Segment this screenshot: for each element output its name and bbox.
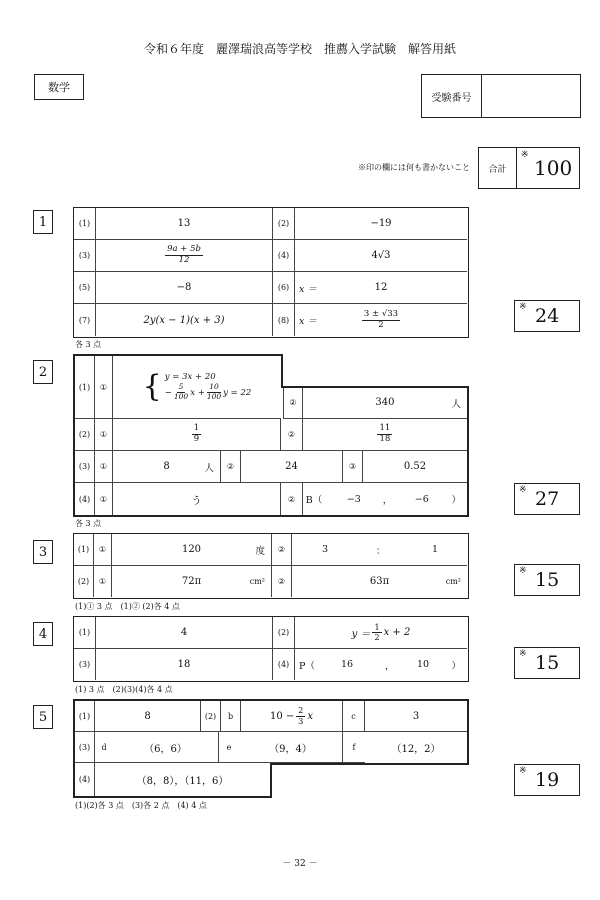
q2-answer-2-2 bbox=[303, 419, 467, 451]
q2-score: 27 bbox=[535, 488, 560, 510]
q5-border-right-lower bbox=[270, 763, 272, 798]
q4-answer-2 bbox=[295, 617, 467, 649]
q3-sub-1-2: ② bbox=[272, 534, 292, 566]
q1-number: 1 bbox=[33, 210, 53, 234]
q4-answer-4-x: 16 bbox=[341, 659, 354, 670]
q2-answer-2-2-den: 18 bbox=[379, 434, 391, 444]
q3-answer-1-2-cell bbox=[292, 534, 467, 566]
q2-score-box bbox=[514, 483, 580, 515]
q4-score: 15 bbox=[535, 652, 560, 674]
q4-answer-4-letter: P（ bbox=[299, 660, 315, 672]
q4-answer-4-close: ） bbox=[451, 660, 461, 672]
q5-answer-1: 8 bbox=[95, 701, 201, 732]
q2-sub-3-1: ① bbox=[95, 451, 113, 483]
q3-unit-2-2: cm² bbox=[445, 577, 461, 586]
q2-answer-1-2-cell bbox=[303, 388, 467, 419]
total-score-box bbox=[478, 147, 580, 189]
q4-score-asterisk: ※ bbox=[519, 649, 527, 659]
do-not-write-note: ※印の欄には何も書かないこと bbox=[358, 163, 470, 172]
q4-answer-4-cell bbox=[295, 649, 467, 680]
q4-points-note: (1) 3 点 (2)(3)(4)各 4 点 bbox=[75, 685, 173, 694]
q2-sub-4-2: ② bbox=[281, 483, 303, 515]
q2-answer-2-1 bbox=[113, 419, 281, 451]
exam-number-field[interactable] bbox=[482, 75, 580, 117]
q5-b-pre: 10 − bbox=[269, 710, 295, 722]
q2-eq1: y = 3x + 20 bbox=[164, 372, 216, 383]
q5-e-answer: （9，4） bbox=[239, 732, 343, 763]
q5-number: 5 bbox=[33, 705, 53, 729]
q2-label-2: (2) bbox=[75, 419, 95, 451]
q3-answer-2-2: 63π bbox=[369, 576, 390, 587]
q3-answer-1-2-right: 1 bbox=[432, 544, 439, 555]
q5-score-box bbox=[514, 764, 580, 796]
q2-label-1: (1) bbox=[75, 356, 95, 419]
q5-label-3: (3) bbox=[75, 732, 95, 763]
q5-b-post: x bbox=[307, 710, 314, 722]
q4-label-1: (1) bbox=[74, 617, 96, 649]
q2-sub-1-2: ② bbox=[283, 388, 303, 419]
q5-table bbox=[73, 699, 469, 798]
q2-answer-2-2-num: 11 bbox=[379, 423, 391, 434]
q3-unit-1-1: 度 bbox=[255, 545, 265, 557]
q2-unit-1-2: 人 bbox=[451, 398, 461, 410]
q2-answer-3-1: 8 bbox=[163, 461, 170, 472]
exam-number-label: 受験番号 bbox=[422, 75, 482, 117]
q1-label-4: (4) bbox=[273, 240, 295, 272]
q2-sub-1-1: ① bbox=[95, 356, 113, 419]
q2-label-4: (4) bbox=[75, 483, 95, 515]
q5-border-right bbox=[467, 699, 469, 765]
q3-answer-1-1-cell bbox=[112, 534, 272, 566]
q2-label-3: (3) bbox=[75, 451, 95, 483]
q2-answer-4-1: う bbox=[113, 483, 281, 515]
q2-answer-4-2-y: −6 bbox=[414, 493, 429, 505]
exam-number-box bbox=[421, 74, 581, 118]
q1-answer-3-num: 9a + 5b bbox=[167, 244, 201, 255]
q5-b-num: 2 bbox=[298, 706, 304, 716]
q3-answer-1-2-left: 3 bbox=[322, 544, 329, 555]
q1-label-6: (6) bbox=[273, 272, 295, 304]
q2-sub-3-3: ③ bbox=[343, 451, 363, 483]
sheet-title: 令和６年度 麗澤瑞浪高等学校 推薦入学試験 解答用紙 bbox=[143, 42, 456, 56]
page-number: － 32 － bbox=[282, 859, 318, 869]
q1-label-8: (8) bbox=[273, 304, 295, 336]
q2-score-asterisk: ※ bbox=[519, 485, 527, 495]
q5-score-asterisk: ※ bbox=[519, 766, 527, 776]
q5-points-note: (1)(2)各 3 点 (3)各 2 点 (4) 4 点 bbox=[75, 801, 207, 810]
q2-border-bottom bbox=[73, 515, 469, 517]
q2-table bbox=[73, 354, 469, 517]
q4-answer-3: 18 bbox=[96, 649, 273, 680]
q4-label-4: (4) bbox=[273, 649, 295, 680]
q2-eq2-a-den: 100 bbox=[173, 392, 189, 401]
q3-number: 3 bbox=[33, 540, 53, 564]
q1-score-box bbox=[514, 300, 580, 332]
q4-label-2: (2) bbox=[273, 617, 295, 649]
q5-e-label: e bbox=[219, 732, 239, 763]
q1-answer-6: 12 bbox=[374, 282, 388, 293]
q1-label-2: (2) bbox=[273, 208, 295, 240]
q1-answer-8-prefix: x ＝ bbox=[299, 316, 317, 327]
q2-answer-4-2-x: −3 bbox=[346, 493, 361, 505]
q5-label-2: (2) bbox=[201, 701, 221, 732]
q3-sub-1-1: ① bbox=[94, 534, 112, 566]
q2-eq2-b-num: 10 bbox=[209, 382, 219, 392]
q5-answer-4: （8，8），（11，6） bbox=[136, 776, 229, 787]
q5-c-label: c bbox=[343, 701, 365, 732]
q3-answer-1-2-sep: ： bbox=[376, 545, 386, 557]
q3-score-box bbox=[514, 564, 580, 596]
q1-score-asterisk: ※ bbox=[519, 302, 527, 312]
q1-score: 24 bbox=[535, 305, 560, 327]
q3-sub-2-2: ② bbox=[272, 566, 292, 597]
q3-answer-2-1: 72π bbox=[181, 576, 202, 587]
q4-label-3: (3) bbox=[74, 649, 96, 680]
q1-answer-8-cell bbox=[295, 304, 467, 336]
q2-points-note: 各 3 点 bbox=[75, 519, 102, 528]
q2-eq2-a-num: 5 bbox=[178, 382, 184, 392]
q3-label-2: (2) bbox=[74, 566, 94, 597]
q4-answer-2-post: x + 2 bbox=[383, 627, 411, 638]
q3-answer-1-1: 120 bbox=[181, 544, 202, 555]
q1-label-3: (3) bbox=[74, 240, 96, 272]
q5-c-answer: 3 bbox=[365, 701, 467, 732]
q1-label-7: (7) bbox=[74, 304, 96, 336]
q1-points-note: 各 3 点 bbox=[75, 340, 102, 349]
total-asterisk: ※ bbox=[521, 150, 529, 160]
total-score: 100 bbox=[534, 156, 573, 180]
q5-f-answer: （12，2） bbox=[391, 744, 441, 755]
q4-answer-2-den: 2 bbox=[374, 633, 380, 642]
q2-answer-1-1: { y = 3x + 20 − $\frac{5}{100}$ x + $\frac{10}{100}$ y = 22 bbox=[113, 356, 281, 419]
q2-eq2-rest: y = 22 bbox=[223, 387, 252, 398]
q2-answer-4-2-close: ） bbox=[451, 495, 461, 506]
q4-table bbox=[73, 616, 469, 682]
q2-sub-4-1: ① bbox=[95, 483, 113, 515]
q5-b-answer bbox=[241, 701, 343, 732]
q1-answer-4: 4√3 bbox=[295, 240, 467, 272]
q1-answer-8-den: 2 bbox=[378, 319, 384, 330]
q2-unit-3-1: 人 bbox=[204, 462, 214, 474]
q5-d-label: d bbox=[95, 732, 113, 763]
q1-label-5: (5) bbox=[74, 272, 96, 304]
q2-answer-4-2-comma: ， bbox=[382, 495, 393, 506]
q2-answer-3-3: 0.52 bbox=[363, 451, 467, 483]
q3-points-note: (1)① 3 点 (1)② (2)各 4 点 bbox=[75, 602, 180, 611]
q2-answer-2-1-num: 1 bbox=[193, 423, 200, 434]
q2-sub-2-1: ① bbox=[95, 419, 113, 451]
q1-answer-8-num: 3 ± √33 bbox=[363, 308, 399, 319]
q5-border-step bbox=[271, 763, 469, 765]
q2-sub-3-2: ② bbox=[221, 451, 241, 483]
q2-border-right bbox=[467, 386, 469, 517]
q5-b-den: 3 bbox=[298, 716, 304, 726]
q2-sub-2-2: ② bbox=[281, 419, 303, 451]
q1-answer-7: 2y(x − 1)(x + 3) bbox=[96, 304, 273, 336]
q2-eq2-b-den: 100 bbox=[206, 392, 222, 401]
q3-unit-2-1: cm² bbox=[249, 577, 265, 586]
q5-score: 19 bbox=[535, 769, 560, 791]
q5-d-answer: （6，6） bbox=[113, 732, 219, 763]
q3-answer-2-1-cell bbox=[112, 566, 272, 597]
q2-eq2-sign: − bbox=[164, 387, 172, 398]
q4-answer-2-num: 1 bbox=[374, 622, 380, 632]
q5-label-1: (1) bbox=[75, 701, 95, 732]
q2-border-step bbox=[281, 354, 283, 386]
q5-f-label: f bbox=[343, 732, 365, 763]
q2-eq2-x: x + bbox=[190, 387, 205, 398]
q1-answer-2: −19 bbox=[295, 208, 467, 240]
q2-answer-4-2-cell bbox=[303, 483, 467, 515]
q3-answer-2-2-cell bbox=[292, 566, 467, 597]
q1-answer-6-cell bbox=[295, 272, 467, 304]
q1-table bbox=[73, 207, 469, 338]
q2-answer-3-2: 24 bbox=[241, 451, 343, 483]
q4-answer-2-pre: y ＝ bbox=[351, 629, 371, 640]
q3-score: 15 bbox=[535, 569, 560, 591]
q1-label-1: (1) bbox=[74, 208, 96, 240]
q3-table bbox=[73, 533, 469, 599]
q3-sub-2-1: ① bbox=[94, 566, 112, 597]
q1-answer-5: −8 bbox=[96, 272, 273, 304]
q5-b-label: b bbox=[221, 701, 241, 732]
q4-answer-4-y: 10 bbox=[417, 659, 430, 670]
subject-box: 数学 bbox=[34, 74, 84, 100]
q1-answer-3 bbox=[96, 240, 273, 272]
q2-answer-4-2-letter: B（ bbox=[305, 495, 323, 506]
q3-label-1: (1) bbox=[74, 534, 94, 566]
q5-border-bottom bbox=[73, 796, 272, 798]
q2-answer-1-2: 340 bbox=[375, 397, 395, 409]
q1-answer-1: 13 bbox=[96, 208, 273, 240]
q2-answer-2-1-den: 9 bbox=[193, 434, 200, 444]
q5-label-4: (4) bbox=[75, 763, 95, 796]
q4-answer-4-comma: ， bbox=[385, 660, 395, 672]
q3-score-asterisk: ※ bbox=[519, 566, 527, 576]
q2-number: 2 bbox=[33, 360, 53, 384]
q4-score-box bbox=[514, 647, 580, 679]
total-label: 合計 bbox=[479, 148, 517, 188]
q2-answer-3-1-cell bbox=[113, 451, 221, 483]
q4-number: 4 bbox=[33, 622, 53, 646]
q4-answer-1: 4 bbox=[96, 617, 273, 649]
q1-answer-6-prefix: x ＝ bbox=[299, 283, 317, 295]
q1-answer-3-den: 12 bbox=[178, 255, 190, 265]
